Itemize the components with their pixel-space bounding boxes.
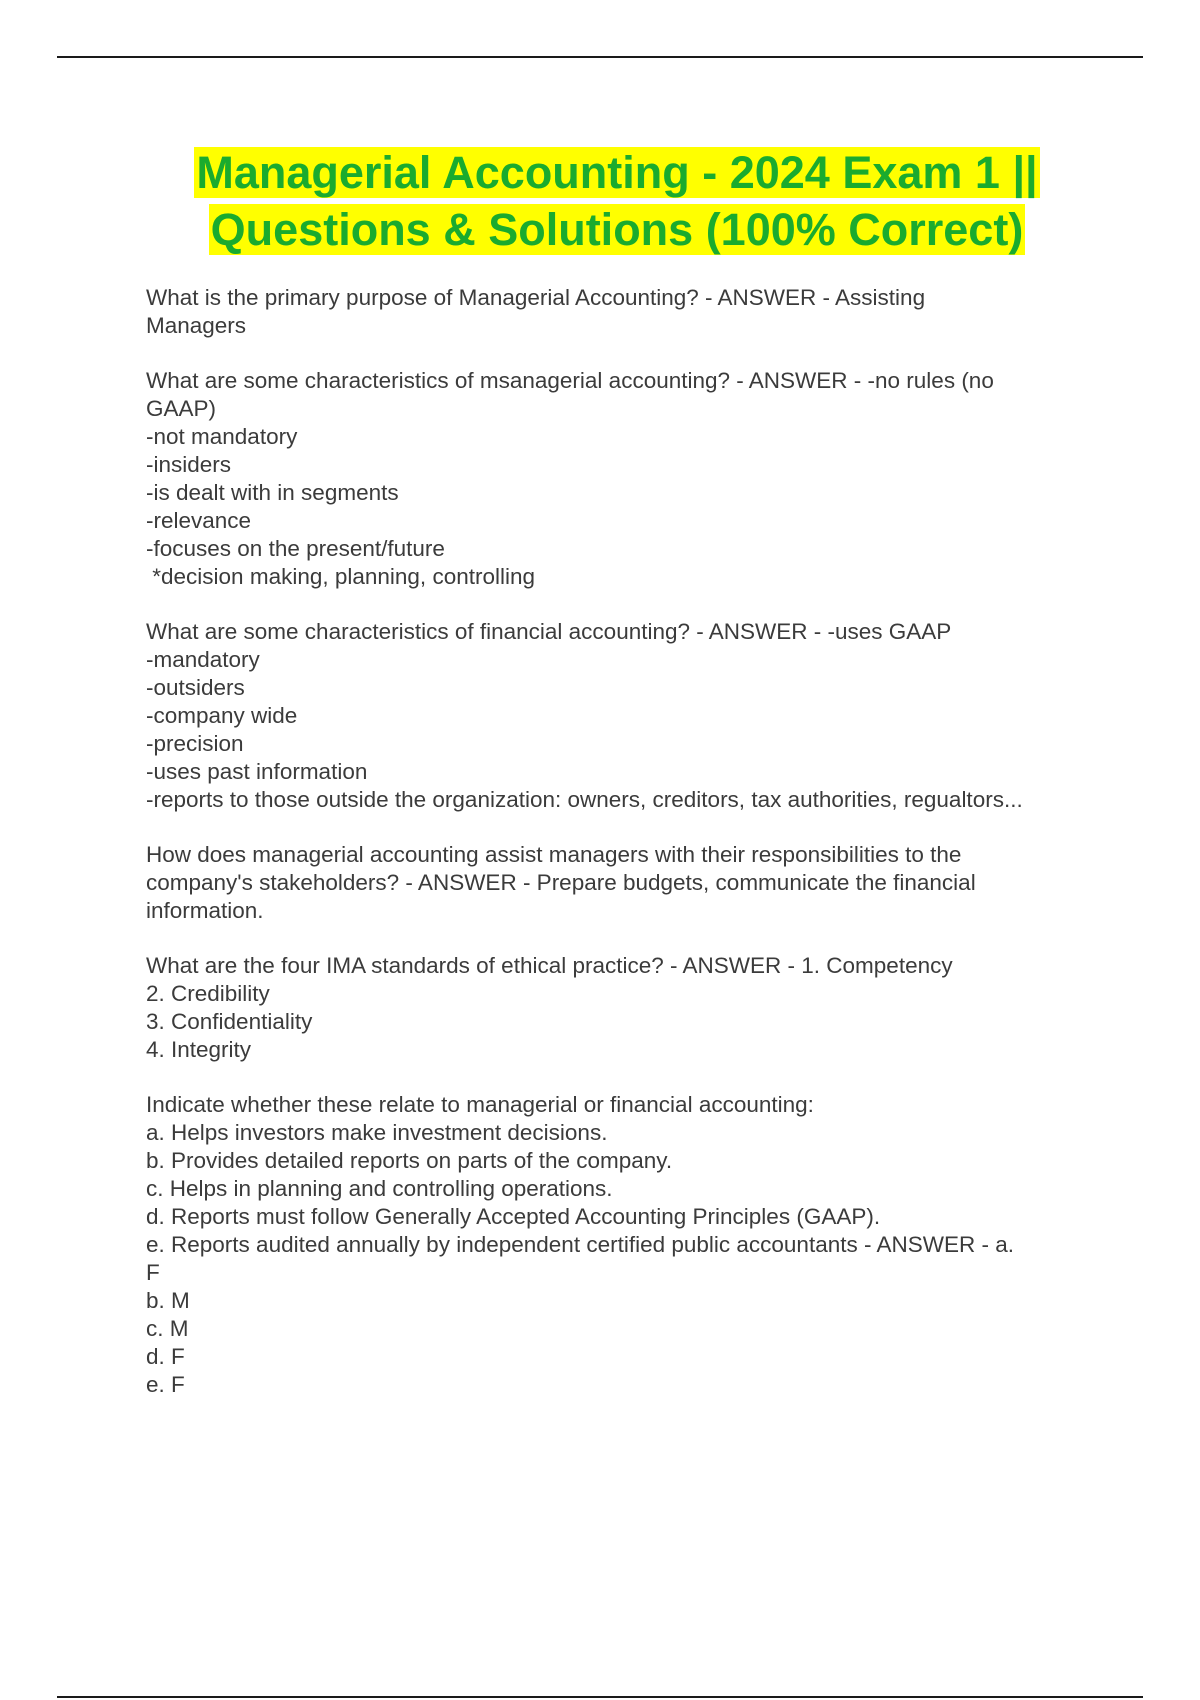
- qa-line: -uses past information: [146, 759, 368, 784]
- qa-line: 3. Confidentiality: [146, 1009, 313, 1034]
- qa-line: d. Reports must follow Generally Accepted Accounting Principles (GAAP).: [146, 1204, 881, 1229]
- qa-line: -mandatory: [146, 647, 260, 672]
- qa-line: e. Reports audited annually by independent certified public accountants - ANSWER - a.: [146, 1232, 1014, 1257]
- qa-item-6: [146, 1091, 1106, 1399]
- qa-line: What is the primary purpose of Managerial Accounting? - ANSWER - Assisting: [146, 285, 926, 310]
- qa-line: -insiders: [146, 452, 232, 477]
- qa-line: -company wide: [146, 703, 298, 728]
- bottom-rule: [57, 1696, 1143, 1698]
- qa-line: c. M: [146, 1316, 189, 1341]
- qa-line: -relevance: [146, 508, 252, 533]
- qa-line: GAAP): [146, 396, 217, 421]
- qa-line: -focuses on the present/future: [146, 536, 445, 561]
- qa-line: c. Helps in planning and controlling operations.: [146, 1176, 613, 1201]
- qa-line: How does managerial accounting assist managers with their responsibilities to the: [146, 842, 962, 867]
- qa-line: 2. Credibility: [146, 981, 270, 1006]
- qa-line: 4. Integrity: [146, 1037, 252, 1062]
- qa-line: information.: [146, 898, 264, 923]
- qa-line: Indicate whether these relate to managerial or financial accounting:: [146, 1092, 814, 1117]
- qa-item-2: [146, 367, 1106, 591]
- qa-line: -outsiders: [146, 675, 245, 700]
- qa-line: b. M: [146, 1288, 190, 1313]
- qa-line: F: [146, 1260, 160, 1285]
- qa-line: What are some characteristics of msanagerial accounting? - ANSWER - -no rules (no: [146, 368, 994, 393]
- qa-line: e. F: [146, 1372, 185, 1397]
- qa-line: Managers: [146, 313, 247, 338]
- qa-item-5: [146, 952, 1106, 1064]
- qa-item-3: [146, 618, 1106, 814]
- qa-line: -reports to those outside the organization: owners, creditors, tax authorities, regualtors...: [146, 787, 1023, 812]
- qa-line: -is dealt with in segments: [146, 480, 399, 505]
- qa-line: *decision making, planning, controlling: [146, 564, 535, 589]
- qa-line: a. Helps investors make investment decisions.: [146, 1120, 608, 1145]
- qa-line: What are some characteristics of financial accounting? - ANSWER - -uses GAAP: [146, 619, 952, 644]
- document-title: [146, 144, 1088, 258]
- qa-line: company's stakeholders? - ANSWER - Prepare budgets, communicate the financial: [146, 870, 976, 895]
- qa-line: d. F: [146, 1344, 185, 1369]
- qa-item-1: [146, 284, 1106, 340]
- qa-item-4: [146, 841, 1106, 925]
- top-rule: [57, 56, 1143, 58]
- qa-line: -not mandatory: [146, 424, 298, 449]
- qa-line: What are the four IMA standards of ethical practice? - ANSWER - 1. Competency: [146, 953, 953, 978]
- qa-list: [146, 284, 1106, 1426]
- title-line-2: Questions & Solutions (100% Correct): [210, 204, 1024, 255]
- qa-line: b. Provides detailed reports on parts of the company.: [146, 1148, 673, 1173]
- qa-line: -precision: [146, 731, 244, 756]
- title-line-1: Managerial Accounting - 2024 Exam 1 ||: [196, 147, 1038, 198]
